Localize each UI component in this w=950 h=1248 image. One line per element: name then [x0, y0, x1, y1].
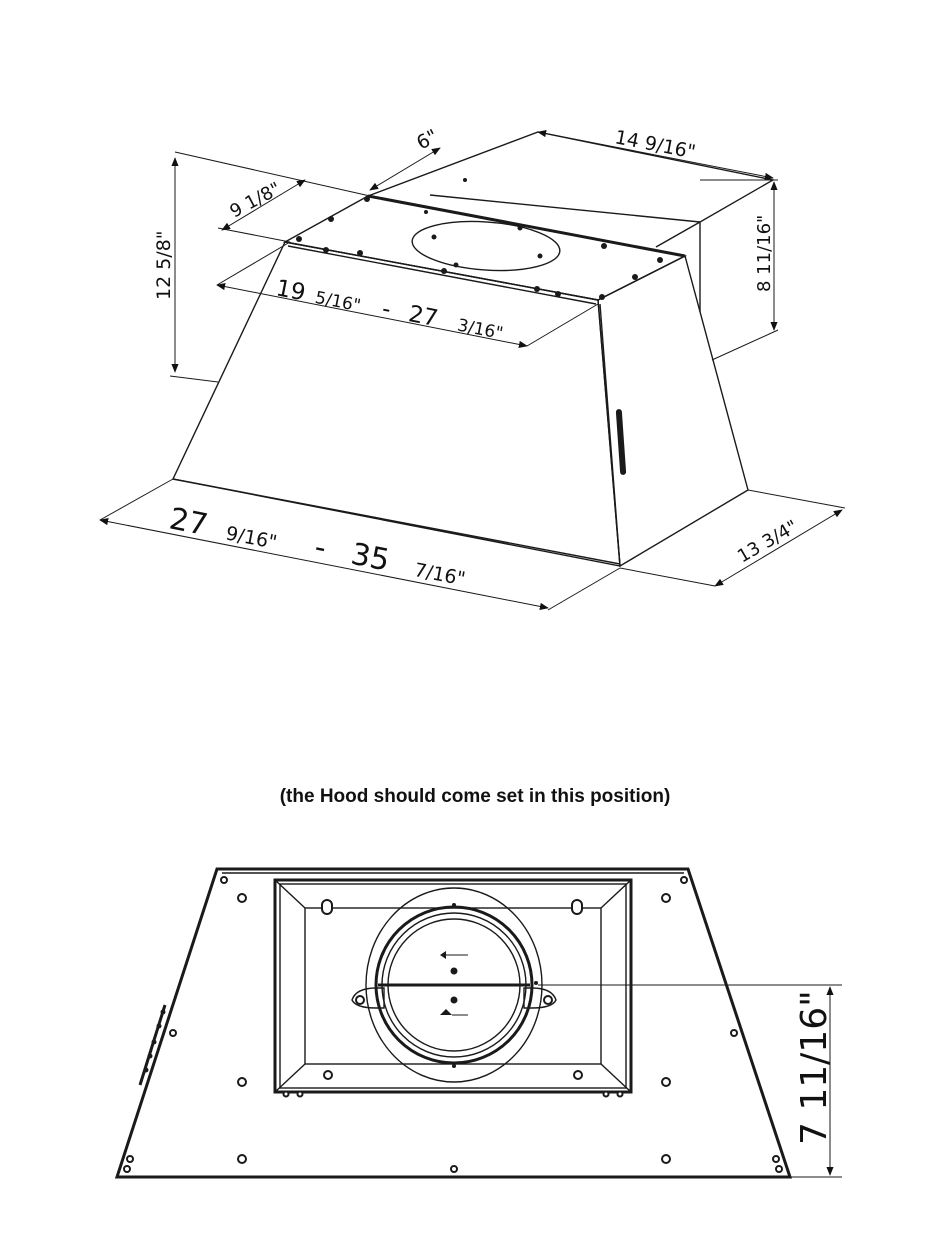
mounting-holes — [124, 877, 782, 1172]
dim-width-top: 14 9/16" — [613, 126, 698, 164]
caption: (the Hood should come set in this position) — [279, 786, 671, 807]
dim-bottom-d: 7/16" — [412, 559, 468, 591]
dim-mid-width-c: 27 — [406, 301, 441, 333]
dim-bottom-b: 9/16" — [223, 522, 279, 554]
side-control-strip — [140, 1005, 166, 1085]
dim-front-height: 7 11/16" — [794, 990, 835, 1145]
dim-bottom-sep: - — [311, 529, 330, 567]
dim-bottom-c: 35 — [348, 536, 393, 579]
dim-bottom-width — [166, 501, 469, 593]
dim-depth-top: 6" — [413, 125, 442, 155]
top-plate — [285, 196, 685, 300]
duct-opening — [411, 217, 562, 275]
hood-outline — [117, 869, 790, 1177]
dim-height-back: 8 11/16" — [754, 214, 775, 292]
dim-mid-width-a: 19 — [273, 275, 308, 307]
front-view — [117, 869, 842, 1177]
hood-body-front — [173, 242, 620, 566]
dim-side-top: 9 1/8" — [226, 178, 285, 223]
control-buttons — [616, 409, 627, 475]
dim-bottom-a: 27 — [166, 501, 211, 544]
dim-mid-width-d: 3/16" — [455, 315, 505, 344]
dim-mid-width-b: 5/16" — [313, 287, 363, 317]
isometric-view — [100, 125, 845, 610]
dim-mid-width-sep: - — [379, 295, 393, 324]
dim-height-total: 12 5/8" — [153, 230, 175, 300]
dimension-lines — [100, 132, 845, 610]
dim-bottom-depth: 13 3/4" — [734, 516, 802, 568]
dim-mid-width — [274, 275, 506, 345]
